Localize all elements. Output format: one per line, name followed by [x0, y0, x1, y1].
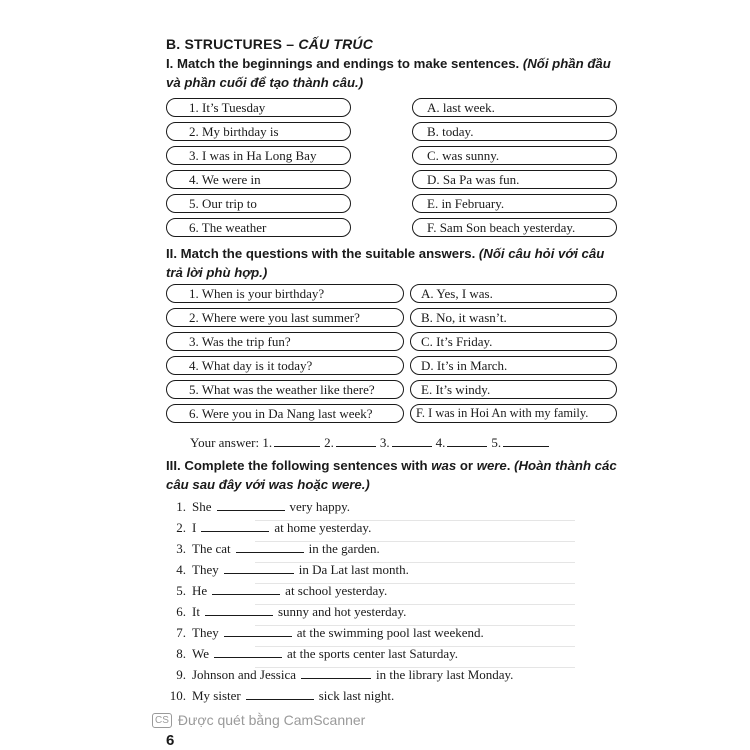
part3-instruction-b: . [506, 458, 515, 473]
item-ending: sunny and hot yesterday. [277, 604, 407, 619]
item-blank[interactable] [205, 604, 273, 616]
part3-item-1 [168, 499, 350, 515]
answer-blank-3[interactable] [392, 434, 432, 447]
part3-item-4 [168, 562, 409, 578]
part1-instruction-vn: (Nối phần đầu và phần cuối để tạo thành câu.) [166, 56, 611, 90]
item-ending: in Da Lat last month. [298, 562, 409, 577]
item-number: 8. [176, 646, 186, 661]
part2-answer-line [190, 434, 553, 451]
part2-left-2[interactable]: 2. Where were you last summer? [166, 308, 404, 327]
part1-left-4[interactable]: 4. We were in [166, 170, 351, 189]
answer-num-4: 4. [435, 435, 446, 450]
part3-instruction-a: III. Complete the following sentences with [166, 458, 432, 473]
section-title [166, 36, 373, 52]
item-number: 1. [176, 499, 186, 514]
camscanner-text: Được quét bằng CamScanner [177, 712, 366, 728]
part1-instruction [166, 54, 622, 92]
item-subject: My sister [192, 688, 241, 703]
section-title-en: B. STRUCTURES – [166, 36, 299, 52]
part3-instruction-vn: (Hoàn thành các câu sau đây với was hoặc were.) [166, 458, 617, 492]
item-blank[interactable] [214, 646, 282, 658]
item-ending: sick last night. [318, 688, 395, 703]
part1-right-a[interactable]: A. last week. [412, 98, 617, 117]
item-subject: He [192, 583, 208, 598]
part3-item-6 [168, 604, 406, 620]
page-number: 6 [166, 732, 175, 749]
item-subject: She [192, 499, 212, 514]
part2-right-d[interactable]: D. It’s in March. [410, 356, 617, 375]
item-subject: We [192, 646, 209, 661]
item-ending: in the garden. [308, 541, 380, 556]
item-subject: The cat [192, 541, 231, 556]
item-ending: very happy. [289, 499, 351, 514]
item-ending: in the library last Monday. [376, 667, 514, 682]
part1-instruction-en: I. Match the beginnings and endings to make sentences. [166, 56, 523, 71]
part2-right-b[interactable]: B. No, it wasn’t. [410, 308, 617, 327]
part3-item-7 [168, 625, 484, 641]
camscanner-logo-icon: CS [152, 713, 172, 728]
answer-num-5: 5. [491, 435, 502, 450]
item-subject: It [192, 604, 200, 619]
item-subject: They [192, 625, 219, 640]
item-blank[interactable] [201, 520, 269, 532]
section-title-vn: CẤU TRÚC [298, 36, 374, 52]
part1-right-b[interactable]: B. today. [412, 122, 617, 141]
part1-left-1[interactable]: 1. It’s Tuesday [166, 98, 351, 117]
item-number: 3. [176, 541, 186, 556]
part3-instruction-or: or [456, 458, 477, 473]
item-number: 7. [176, 625, 186, 640]
part1-left-2[interactable]: 2. My birthday is [166, 122, 351, 141]
answer-blank-2[interactable] [336, 434, 376, 447]
item-number: 9. [176, 667, 186, 682]
answer-blank-4[interactable] [447, 434, 487, 447]
part2-instruction-vn: (Nối câu hỏi với câu trả lời phù hợp.) [166, 246, 605, 280]
part1-right-f[interactable]: F. Sam Son beach yesterday. [412, 218, 617, 237]
item-blank[interactable] [217, 499, 285, 511]
item-number: 6. [176, 604, 186, 619]
part3-item-5 [168, 583, 387, 599]
part1-right-d[interactable]: D. Sa Pa was fun. [412, 170, 617, 189]
part3-instruction-were: were [476, 458, 507, 473]
answer-num-3: 3. [379, 435, 390, 450]
part2-right-c[interactable]: C. It’s Friday. [410, 332, 617, 351]
item-subject: I [192, 520, 197, 535]
part1-left-6[interactable]: 6. The weather [166, 218, 351, 237]
part2-right-e[interactable]: E. It’s windy. [410, 380, 617, 399]
part1-right-c[interactable]: C. was sunny. [412, 146, 617, 165]
camscanner-footer [152, 712, 365, 728]
part3-instruction-was: was [431, 458, 457, 473]
item-ending: at the sports center last Saturday. [287, 646, 458, 661]
item-blank[interactable] [224, 625, 292, 637]
answer-label: Your answer: 1. [190, 435, 273, 450]
item-subject: They [192, 562, 219, 577]
item-ending: at home yesterday. [274, 520, 372, 535]
part3-instruction [166, 456, 622, 494]
part2-left-1[interactable]: 1. When is your birthday? [166, 284, 404, 303]
answer-blank-1[interactable] [274, 434, 320, 447]
item-number: 5. [176, 583, 186, 598]
item-blank[interactable] [224, 562, 294, 574]
answer-num-2: 2. [324, 435, 334, 450]
item-number: 4. [176, 562, 186, 577]
part3-item-8 [168, 646, 458, 662]
part2-left-6[interactable]: 6. Were you in Da Nang last week? [166, 404, 404, 423]
part2-left-5[interactable]: 5. What was the weather like there? [166, 380, 404, 399]
part1-left-5[interactable]: 5. Our trip to [166, 194, 351, 213]
part2-right-f[interactable]: F. I was in Hoi An with my family. [410, 404, 617, 423]
part1-left-3[interactable]: 3. I was in Ha Long Bay [166, 146, 351, 165]
item-blank[interactable] [246, 688, 314, 700]
part1-right-e[interactable]: E. in February. [412, 194, 617, 213]
part2-right-a[interactable]: A. Yes, I was. [410, 284, 617, 303]
item-number: 10. [169, 688, 186, 703]
item-ending: at school yesterday. [285, 583, 388, 598]
part2-instruction [166, 244, 622, 282]
answer-blank-5[interactable] [503, 434, 549, 447]
part3-item-10 [168, 688, 394, 704]
item-blank[interactable] [236, 541, 304, 553]
part3-item-2 [168, 520, 371, 536]
part2-left-3[interactable]: 3. Was the trip fun? [166, 332, 404, 351]
part3-item-9 [168, 667, 513, 683]
part2-left-4[interactable]: 4. What day is it today? [166, 356, 404, 375]
item-blank[interactable] [301, 667, 371, 679]
item-blank[interactable] [212, 583, 280, 595]
item-ending: at the swimming pool last weekend. [296, 625, 484, 640]
part3-item-3 [168, 541, 380, 557]
item-number: 2. [176, 520, 186, 535]
item-subject: Johnson and Jessica [192, 667, 296, 682]
part2-instruction-en: II. Match the questions with the suitable answers. [166, 246, 479, 261]
